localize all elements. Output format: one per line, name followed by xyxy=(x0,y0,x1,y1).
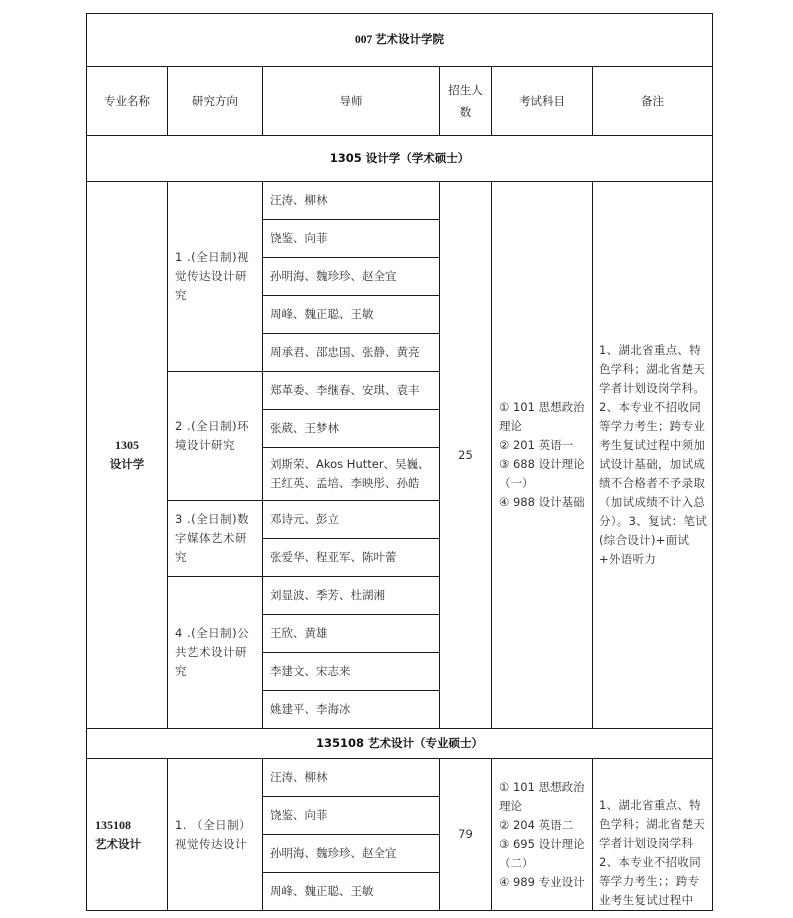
tutor-cell: 李建文、宋志来 xyxy=(263,653,440,691)
exam-subject: ③ 695 设计理论（二） xyxy=(499,836,585,870)
enrollment-count: 79 xyxy=(440,759,492,911)
tutor-cell: 孙明海、魏珍珍、赵全宜 xyxy=(263,258,440,296)
tutor-cell: 周峰、魏正聪、王敏 xyxy=(263,873,440,911)
exam-subject: ③ 688 设计理论（一） xyxy=(499,457,585,490)
notes-cell: 1、湖北省重点、特色学科；湖北省楚天学者计划设岗学科。2、本专业不招收同等学力考生；跨专业考生复试过程中须加试设计基础，加试成绩不合格者不予录取（加试成绩不计入总分）。3、复试：笔试(综合设计)+面试+外语听力 xyxy=(593,182,713,729)
tutor-cell: 饶鉴、向菲 xyxy=(263,797,440,835)
section-heading: 1305 设计学（学术硕士） xyxy=(87,136,713,182)
major-name: 艺术设计 xyxy=(95,836,141,851)
direction-cell: 2 .(全日制)环境设计研究 xyxy=(168,372,263,501)
direction-cell: 1. （全日制）视觉传达设计 xyxy=(168,759,263,911)
notes-cell: 1、湖北省重点、特色学科；湖北省楚天学者计划设岗学科 2、本专业不招收同等学力考生；；跨专业考生复试过程中 xyxy=(593,759,713,911)
tutor-cell: 汪涛、柳林 xyxy=(263,759,440,797)
tutor-cell: 周承君、邵忠国、张静、黄亮 xyxy=(263,334,440,372)
header-major: 专业名称 xyxy=(87,67,168,136)
exam-subject: ① 101 思想政治理论 xyxy=(499,400,585,433)
exam-subject: ④ 988 设计基础 xyxy=(499,495,585,509)
header-enrollment xyxy=(440,67,492,136)
direction-cell: 1 .(全日制)视觉传达设计研究 xyxy=(168,182,263,372)
tutor-cell: 汪涛、柳林 xyxy=(263,182,440,220)
tutor-cell: 周峰、魏正聪、王敏 xyxy=(263,296,440,334)
major-code: 135108 xyxy=(95,817,131,832)
direction-cell: 4 .(全日制)公共艺术设计研究 xyxy=(168,577,263,729)
tutor-cell: 刘斯荣、Akos Hutter、吴巍、王红英、孟培、李映彤、孙皓 xyxy=(263,448,440,501)
header-tutor: 导师 xyxy=(263,67,440,136)
header-notes: 备注 xyxy=(593,67,713,136)
tutor-cell: 饶鉴、向菲 xyxy=(263,220,440,258)
page-title: 007 艺术设计学院 xyxy=(87,14,713,67)
exam-subject: ② 201 英语一 xyxy=(499,438,574,452)
tutor-cell: 王欣、黄雄 xyxy=(263,615,440,653)
exam-subject: ① 101 思想政治理论 xyxy=(499,779,585,813)
header-exam: 考试科目 xyxy=(492,67,593,136)
exam-subjects xyxy=(492,182,593,729)
tutor-cell: 郑革委、李继春、安琪、袁丰 xyxy=(263,372,440,410)
header-row xyxy=(87,67,713,136)
enrollment-count: 25 xyxy=(440,182,492,729)
tutor-cell: 孙明海、魏珍珍、赵全宜 xyxy=(263,835,440,873)
tutor-cell: 刘显波、季芳、杜湖湘 xyxy=(263,577,440,615)
header-enrollment-label: 招生人数 xyxy=(448,83,483,119)
major-cell xyxy=(87,182,168,729)
exam-subject: ② 204 英语二 xyxy=(499,817,574,832)
major-name: 设计学 xyxy=(109,457,145,471)
tutor-cell: 姚建平、李海冰 xyxy=(263,691,440,729)
tutor-cell: 张葳、王梦林 xyxy=(263,410,440,448)
exam-subject: ④ 989 专业设计 xyxy=(499,874,585,889)
tutor-cell: 张爱华、程亚军、陈叶蕾 xyxy=(263,539,440,577)
direction-cell: 3 .(全日制)数字媒体艺术研究 xyxy=(168,501,263,577)
major-code: 1305 xyxy=(115,438,139,452)
tutor-cell: 邓诗元、彭立 xyxy=(263,501,440,539)
major-cell xyxy=(87,759,168,911)
header-direction: 研究方向 xyxy=(168,67,263,136)
section-heading: 135108 艺术设计（专业硕士） xyxy=(87,729,713,759)
admissions-table xyxy=(86,13,713,911)
exam-subjects xyxy=(492,759,593,911)
